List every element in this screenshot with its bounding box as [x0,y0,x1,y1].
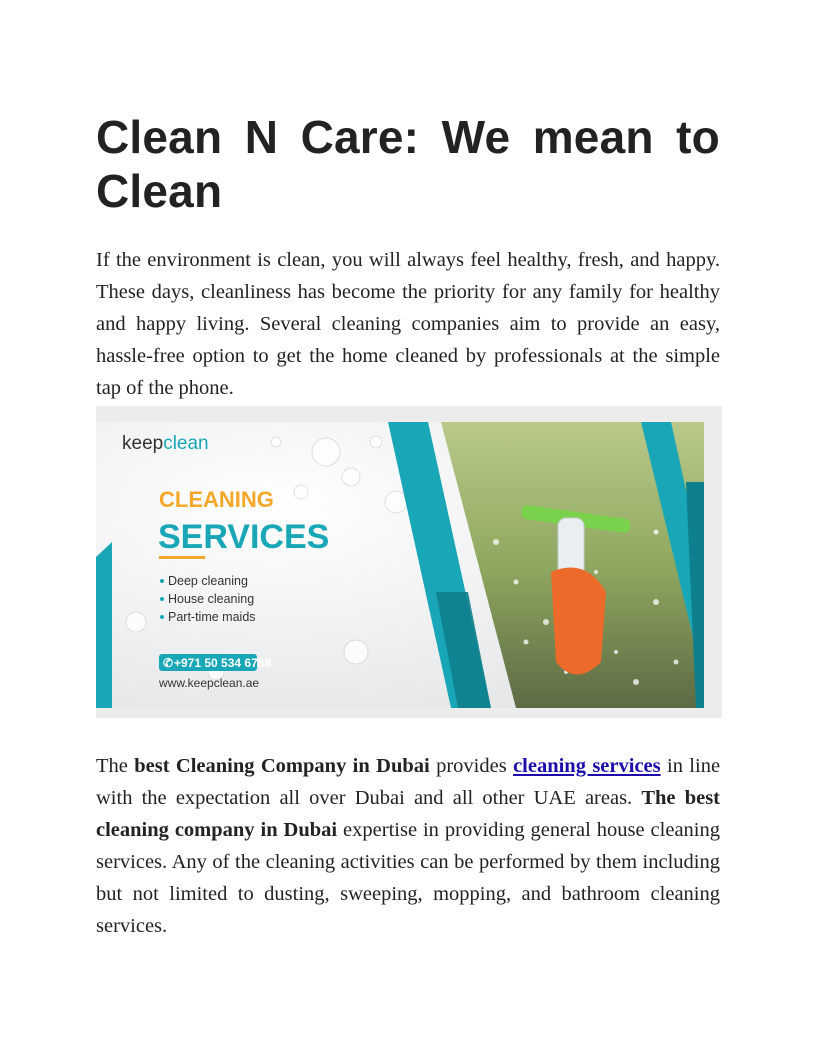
bold-phrase: best Cleaning Company in Dubai [134,755,430,777]
title-word: mean [532,111,654,163]
banner-heading-small: CLEANING [159,487,274,512]
cleaning-services-link[interactable]: cleaning services [513,755,661,777]
title-word: N [244,111,279,163]
banner-bullet: Part-time maids [168,610,256,624]
title-line-1 [96,110,720,164]
phone-icon: ✆ [163,656,174,670]
banner-website: www.keepclean.ae [159,676,260,690]
document-page [96,110,720,942]
text-span: in line with the expectation all over Dubai and all other UAE areas. [96,755,721,809]
body-paragraph [96,750,720,942]
page-title [96,110,720,218]
bold-phrase: The best cleaning company in Dubai [96,787,721,841]
text-span: expertise in providing general house cleaning services. Any of the cleaning activities can be performed by them including but not limited to dusting, sweeping, mopping, and bathroom cleaning services. [96,819,720,937]
title-word: We [441,111,511,163]
banner-phone: +971 50 534 6788 [174,656,272,670]
title-word: Care: [300,111,420,163]
title-word: to [676,111,720,163]
banner-bullet: Deep cleaning [168,574,248,588]
text-span: The [96,755,128,777]
text-span: provides [436,755,507,777]
banner-bullet: House cleaning [168,592,255,606]
title-line-2: Clean [96,165,223,217]
intro-paragraph: If the environment is clean, you will always feel healthy, fresh, and happy. These days, cleanliness has become the priority for any family for healthy and happy living. Several cleaning companies aim to provide an easy, hassle-free option to get the home cleaned by professionals at the simple tap of the phone. [96,249,720,399]
keepclean-logo: keepclean [122,433,209,454]
banner-graphic [96,422,704,708]
title-word: Clean [96,111,223,163]
banner-heading-big: SERVICES [158,518,330,556]
banner-image-frame [96,406,722,718]
cleaning-services-banner [96,422,704,708]
